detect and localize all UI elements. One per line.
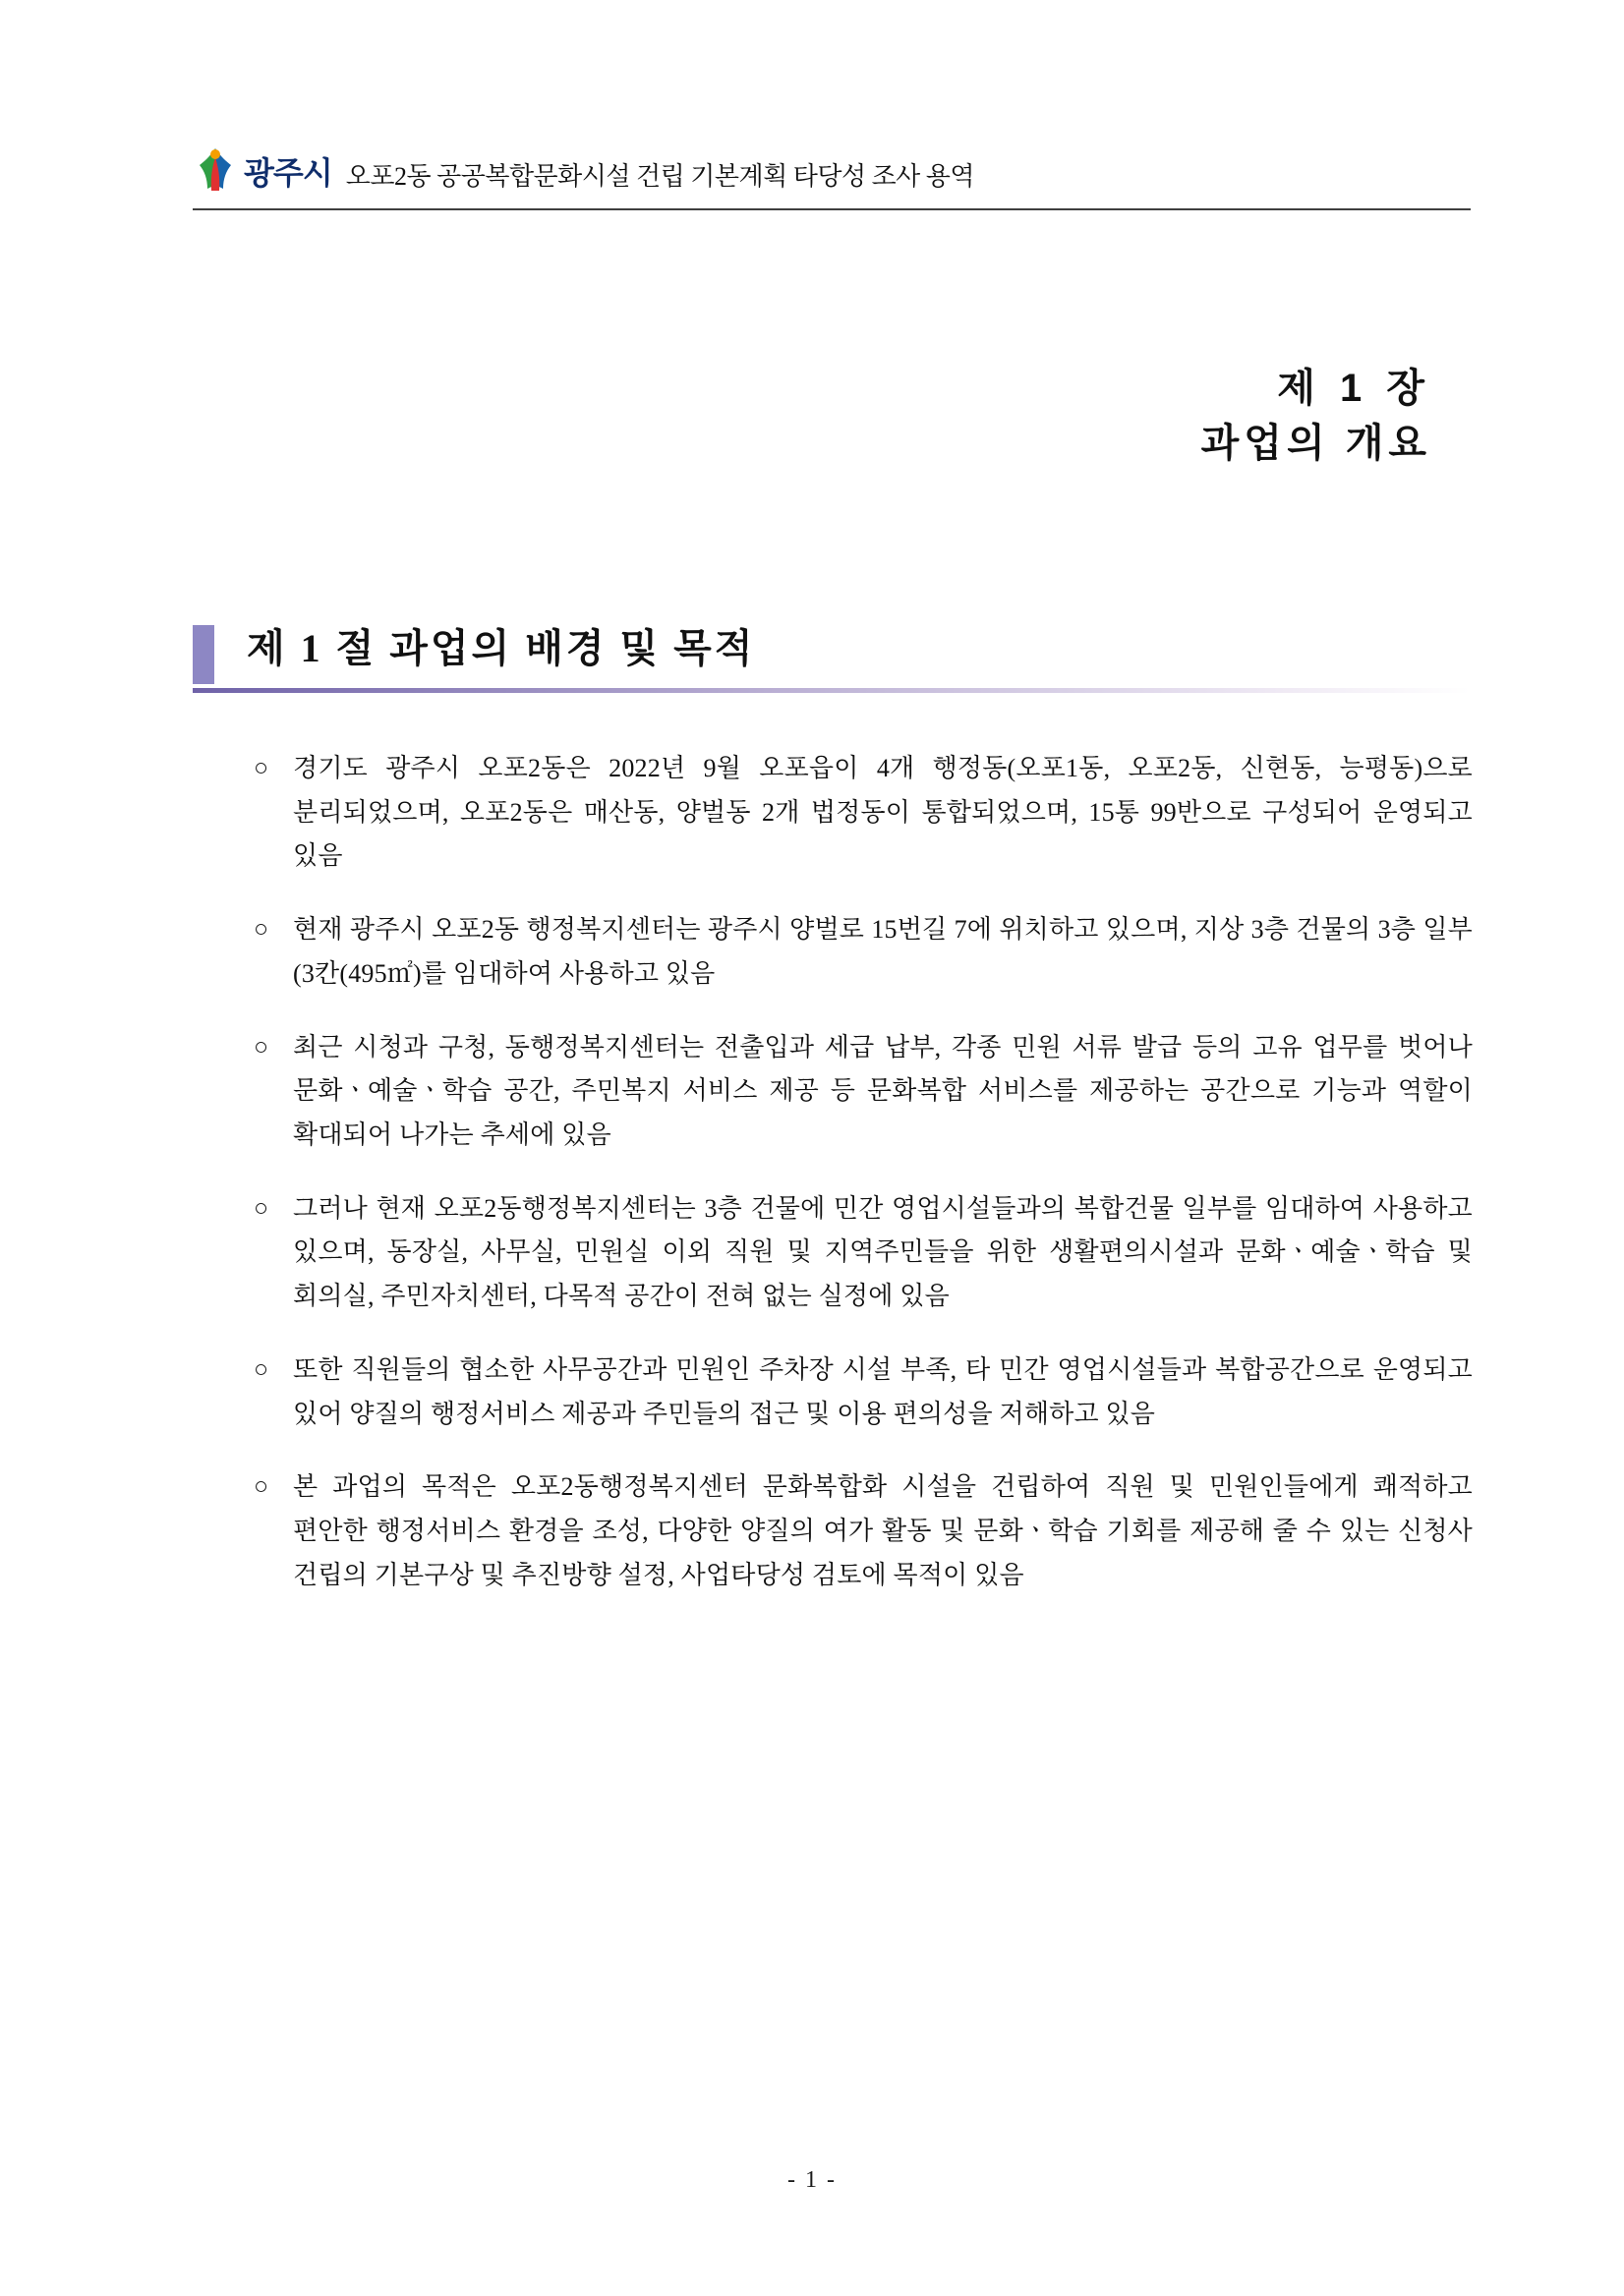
- section-title: 제 1 절 과업의 배경 및 목적: [247, 626, 756, 670]
- list-item-text: 최근 시청과 구청, 동행정복지센터는 전출입과 세급 납부, 각종 민원 서류 발급 등의 고유 업무를 벗어나 문화ㆍ예술ㆍ학습 공간, 주민복지 서비스 제공 등 문화복합 서비스를 제공하는 공간으로 기능과 역할이 확대되어 나가는 추세에 있음: [293, 1032, 1473, 1150]
- list-item: [254, 1465, 1473, 1597]
- list-item-text: 또한 직원들의 협소한 사무공간과 민원인 주차장 시설 부족, 타 민간 영업시설들과 복합공간으로 운영되고 있어 양질의 행정서비스 제공과 주민들의 접근 및 이용 편의성을 저해하고 있음: [293, 1354, 1473, 1428]
- bullet-icon: ○: [254, 1473, 269, 1501]
- list-item-text: 본 과업의 목적은 오포2동행정복지센터 문화복합화 시설을 건립하여 직원 및 민원인들에게 쾌적하고 편안한 행정서비스 환경을 조성, 다양한 양질의 여가 활동 및 문화ㆍ학습 기회를 제공해 줄 수 있는 신청사 건립의 기본구상 및 추진방향 설정, 사업타당성 검토에 목적이 있음: [293, 1472, 1473, 1589]
- chapter-name: 과업의 개요: [1200, 422, 1431, 465]
- header-title: 오포2동 공공복합문화시설 건립 기본계획 타당성 조사 용역: [345, 162, 975, 191]
- section-underline: [193, 688, 1471, 693]
- chapter-number: 제 1 장: [1277, 367, 1431, 410]
- bullet-icon: ○: [254, 755, 269, 781]
- section-accent-bar: [193, 625, 214, 684]
- list-item: [254, 1026, 1473, 1158]
- list-item-text: 경기도 광주시 오포2동은 2022년 9월 오포읍이 4개 행정동(오포1동, 오포2동, 신현동, 능평동)으로 분리되었으며, 오포2동은 매산동, 양벌동 2개 법정동이 통합되었으며, 15통 99반으로 구성되어 운영되고 있음: [293, 754, 1473, 871]
- bullet-icon: ○: [254, 1033, 269, 1061]
- bullet-icon: ○: [254, 916, 269, 944]
- list-item: [254, 1187, 1473, 1319]
- page-number: - 1 -: [787, 2167, 837, 2193]
- page-header: [193, 145, 1471, 210]
- logo-text: 광주시: [244, 155, 332, 191]
- list-item: [254, 747, 1473, 879]
- bullet-icon: ○: [254, 1194, 269, 1222]
- list-item-text: 현재 광주시 오포2동 행정복지센터는 광주시 양벌로 15번길 7에 위치하고 있으며, 지상 3층 건물의 3층 일부(3칸(495㎡)를 임대하여 사용하고 있음: [293, 915, 1473, 988]
- chapter-heading: [1201, 362, 1431, 472]
- list-item-text: 그러나 현재 오포2동행정복지센터는 3층 건물에 민간 영업시설들과의 복합건물 일부를 임대하여 사용하고 있으며, 동장실, 사무실, 민원실 이외 직원 및 지역주민들을 위한 생활편의시설과 문화ㆍ예술ㆍ학습 및 회의실, 주민자치센터, 다목적 공간이 전혀 없는 실정에 있음: [293, 1193, 1473, 1311]
- page-footer: [0, 2167, 1624, 2194]
- body-content: [254, 747, 1473, 1628]
- list-item: [254, 1349, 1473, 1436]
- bullet-icon: ○: [254, 1355, 269, 1383]
- gwangju-city-emblem-icon: [193, 145, 238, 197]
- logo: [193, 145, 332, 197]
- list-item: [254, 908, 1473, 996]
- section-heading: [193, 617, 1471, 706]
